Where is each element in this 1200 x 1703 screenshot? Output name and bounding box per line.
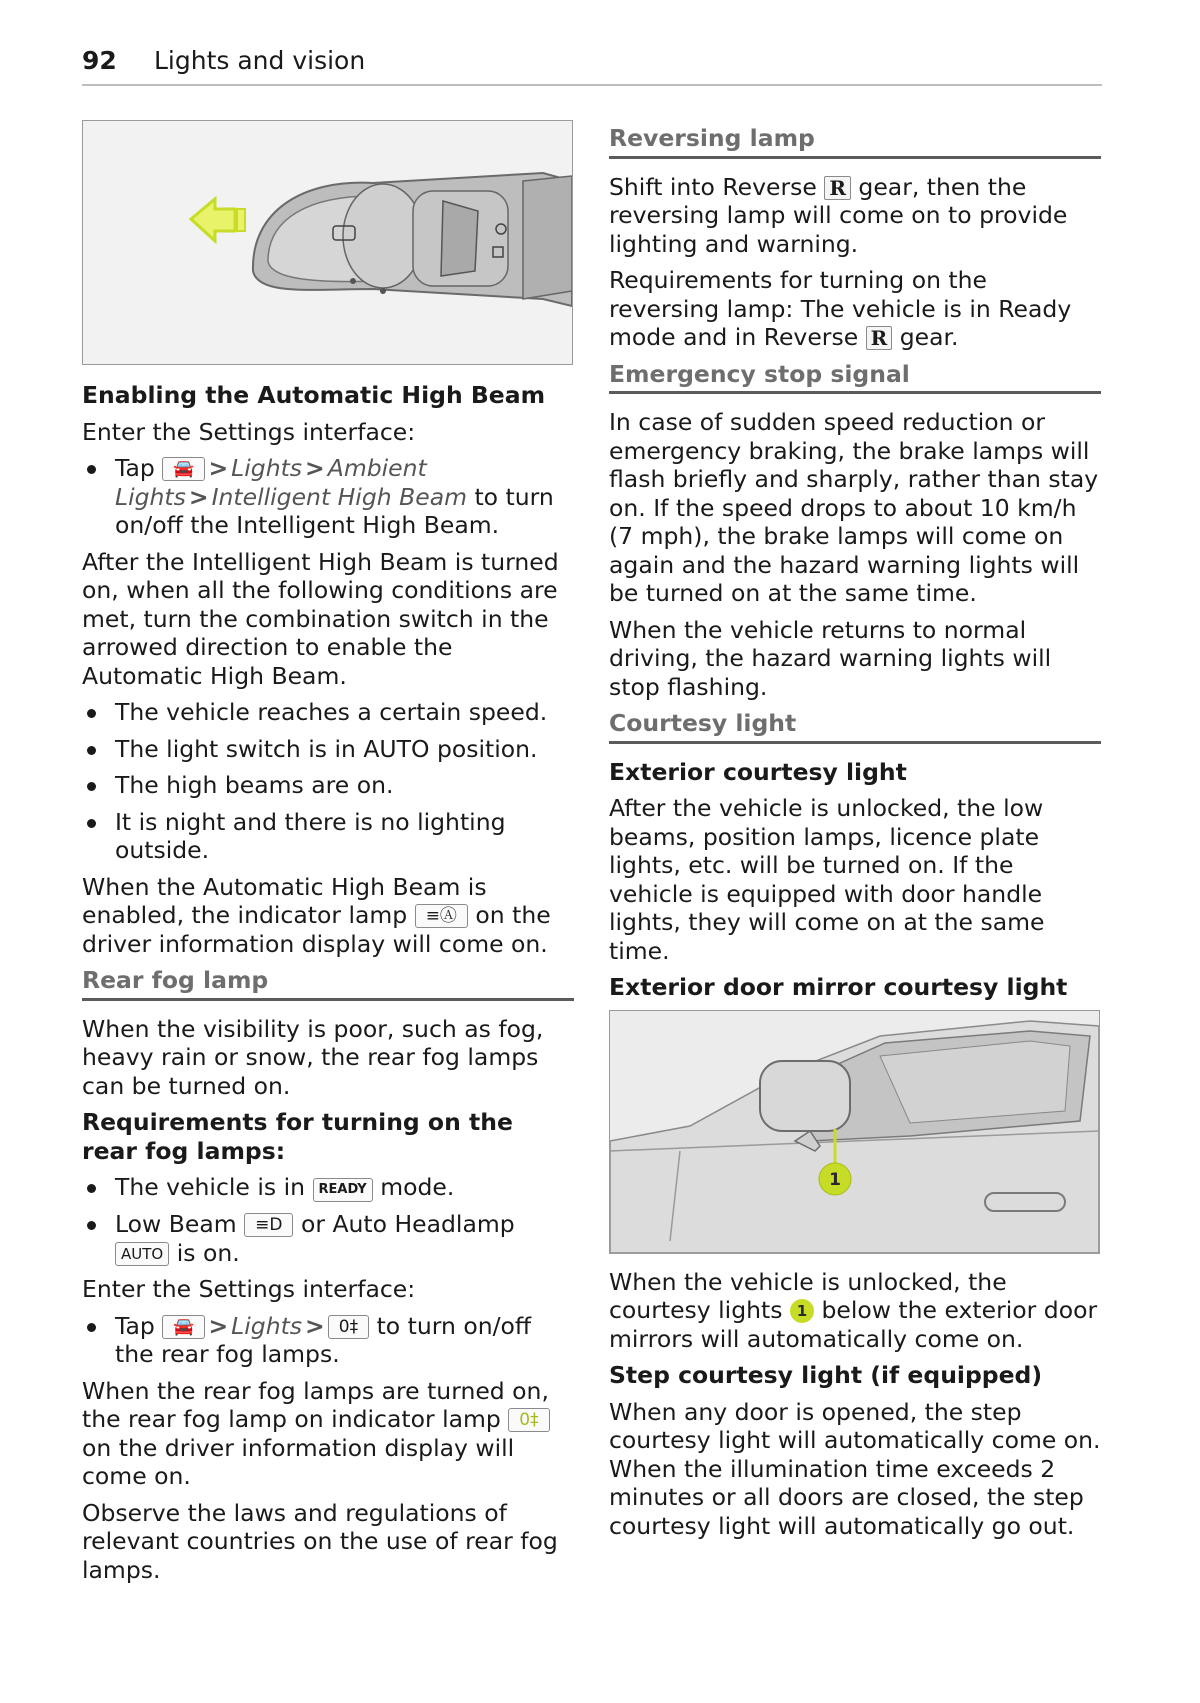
ready-indicator: READY xyxy=(313,1178,373,1202)
mirror-courtesy-heading: Exterior door mirror courtesy light xyxy=(609,973,1068,1001)
reversing-para-1 xyxy=(609,173,1101,259)
left-column xyxy=(82,120,574,1592)
low-beam-icon: ≡D xyxy=(244,1213,293,1237)
emergency-heading: Emergency stop signal xyxy=(609,360,1101,395)
mirror-post: below the exterior door mirrors will automatically come on. xyxy=(609,1296,1098,1353)
reversing-p1-pre: Shift into Reverse xyxy=(609,172,817,201)
tap-word: Tap xyxy=(115,454,155,482)
mirror-courtesy-para xyxy=(609,1268,1101,1354)
reverse-gear-indicator: R xyxy=(824,176,851,200)
auto-high-beam-indicator-icon: ≡Ⓐ xyxy=(415,904,468,928)
req2-mid: or Auto Headlamp xyxy=(300,1210,515,1238)
after-ihb-para: After the Intelligent High Beam is turned on, when all the following conditions are met, turn the combination switch in the arrowed direction to enable the Automatic High Beam. xyxy=(82,547,559,690)
path-intelligent-high-beam: Intelligent High Beam xyxy=(211,482,467,511)
auto-high-beam-heading: Enabling the Automatic High Beam xyxy=(82,381,546,409)
callout-marker: 1 xyxy=(790,1299,814,1323)
chapter-title: Lights and vision xyxy=(154,46,366,75)
car-settings-icon: 🚘 xyxy=(162,1315,205,1339)
high-beam-steps xyxy=(82,454,574,540)
exterior-courtesy-para: After the vehicle is unlocked, the low beams, position lamps, licence plate lights, etc. will be turned on. If the vehicle is equipped with door handle lights, they will come on at the same time. xyxy=(609,794,1045,965)
rear-fog-steps xyxy=(82,1312,574,1369)
tap-word: Tap xyxy=(115,1311,155,1340)
settings-intro: Enter the Settings interface: xyxy=(82,417,416,446)
path-lights: Lights xyxy=(231,454,303,482)
chevron-right-icon: > xyxy=(305,1311,325,1340)
list-item xyxy=(82,1173,574,1202)
rear-fog-indicator-icon: 0‡ xyxy=(508,1408,549,1432)
enabled-para xyxy=(82,873,574,959)
door-mirror-illustration xyxy=(610,1011,1099,1253)
step-courtesy-para: When any door is opened, the step courtesy light will automatically come on. When the illumination time exceeds 2 minutes or all doors are closed, the step courtesy light will automatically go out. xyxy=(609,1397,1101,1540)
rear-fog-indicator-para xyxy=(82,1377,574,1491)
auto-headlamp-indicator: AUTO xyxy=(115,1242,169,1266)
door-mirror-figure xyxy=(609,1010,1100,1254)
list-item xyxy=(82,454,574,540)
reversing-heading: Reversing lamp xyxy=(609,124,1101,159)
rear-fog-heading: Rear fog lamp xyxy=(82,966,574,1001)
page-header xyxy=(82,46,1102,86)
chevron-right-icon: > xyxy=(188,482,209,511)
chevron-right-icon: > xyxy=(208,454,229,482)
req1-post: mode. xyxy=(380,1173,455,1201)
req2-post: is on. xyxy=(176,1238,240,1267)
right-column xyxy=(609,120,1101,1548)
rear-fog-intro: When the visibility is poor, such as fog, heavy rain or snow, the rear fog lamps can be turned on. xyxy=(82,1014,544,1100)
req2-pre: Low Beam xyxy=(115,1210,237,1238)
list-item xyxy=(82,1312,574,1369)
list-item: The vehicle reaches a certain speed. xyxy=(82,698,574,727)
indicator-pre: When the rear fog lamps are turned on, the rear fog lamp on indicator lamp xyxy=(82,1376,549,1433)
rear-fog-icon: 0‡ xyxy=(328,1315,369,1339)
req1-pre: The vehicle is in xyxy=(115,1173,306,1201)
stalk-switch-illustration xyxy=(83,121,572,364)
chevron-right-icon: > xyxy=(305,454,325,482)
indicator-post: on the driver information display will come on. xyxy=(82,1433,515,1490)
reversing-p1-post: gear, then the reversing lamp will come on to provide lighting and warning. xyxy=(609,172,1068,258)
tap-suffix: to turn on/off the rear fog lamps. xyxy=(115,1311,532,1368)
rear-fog-reqs xyxy=(82,1173,574,1267)
list-item: The high beams are on. xyxy=(82,771,574,800)
list-item: It is night and there is no lighting outside. xyxy=(82,808,574,865)
mirror-pre: When the vehicle is unlocked, the courtesy lights xyxy=(609,1267,1007,1324)
list-item xyxy=(82,1210,574,1267)
tap-suffix: to turn on/off the Intelligent High Beam. xyxy=(115,482,554,539)
step-courtesy-heading: Step courtesy light (if equipped) xyxy=(609,1361,1043,1389)
exterior-courtesy-heading: Exterior courtesy light xyxy=(609,757,907,786)
callout-label: 1 xyxy=(829,1169,841,1190)
reverse-gear-indicator: R xyxy=(866,326,893,350)
path-lights: Lights xyxy=(231,1311,303,1340)
conditions-list xyxy=(82,698,574,865)
list-item: The light switch is in AUTO position. xyxy=(82,735,574,764)
rear-fog-req-heading: Requirements for turning on the rear fog lamps: xyxy=(82,1108,513,1165)
enabled-pre: When the Automatic High Beam is enabled, the indicator lamp xyxy=(82,872,487,929)
rear-fog-settings: Enter the Settings interface: xyxy=(82,1275,416,1303)
chevron-right-icon: > xyxy=(208,1311,229,1340)
stalk-switch-figure xyxy=(82,120,573,365)
reversing-p2-pre: Requirements for turning on the reversing lamp: The vehicle is in Ready mode and in Reverse xyxy=(609,266,1072,351)
car-settings-icon: 🚘 xyxy=(162,457,205,481)
courtesy-heading: Courtesy light xyxy=(609,709,1101,744)
reversing-p2-post: gear. xyxy=(899,323,959,351)
emergency-para-1: In case of sudden speed reduction or emergency braking, the brake lamps will flash briefly and sharply, rather than stay on. If the speed drops to about 10 km/h (7 mph), the brake lamps will come on again and the hazard warning lights will be turned on at the same time. xyxy=(609,408,1099,607)
page-number: 92 xyxy=(82,46,117,75)
enabled-post: on the driver information display will come on. xyxy=(82,901,551,958)
laws-para: Observe the laws and regulations of relevant countries on the use of rear fog lamps. xyxy=(82,1498,558,1584)
path-ambient-lights: Ambient Lights xyxy=(115,454,427,511)
emergency-para-2: When the vehicle returns to normal driving, the hazard warning lights will stop flashing. xyxy=(609,615,1052,701)
reversing-para-2 xyxy=(609,266,1101,352)
